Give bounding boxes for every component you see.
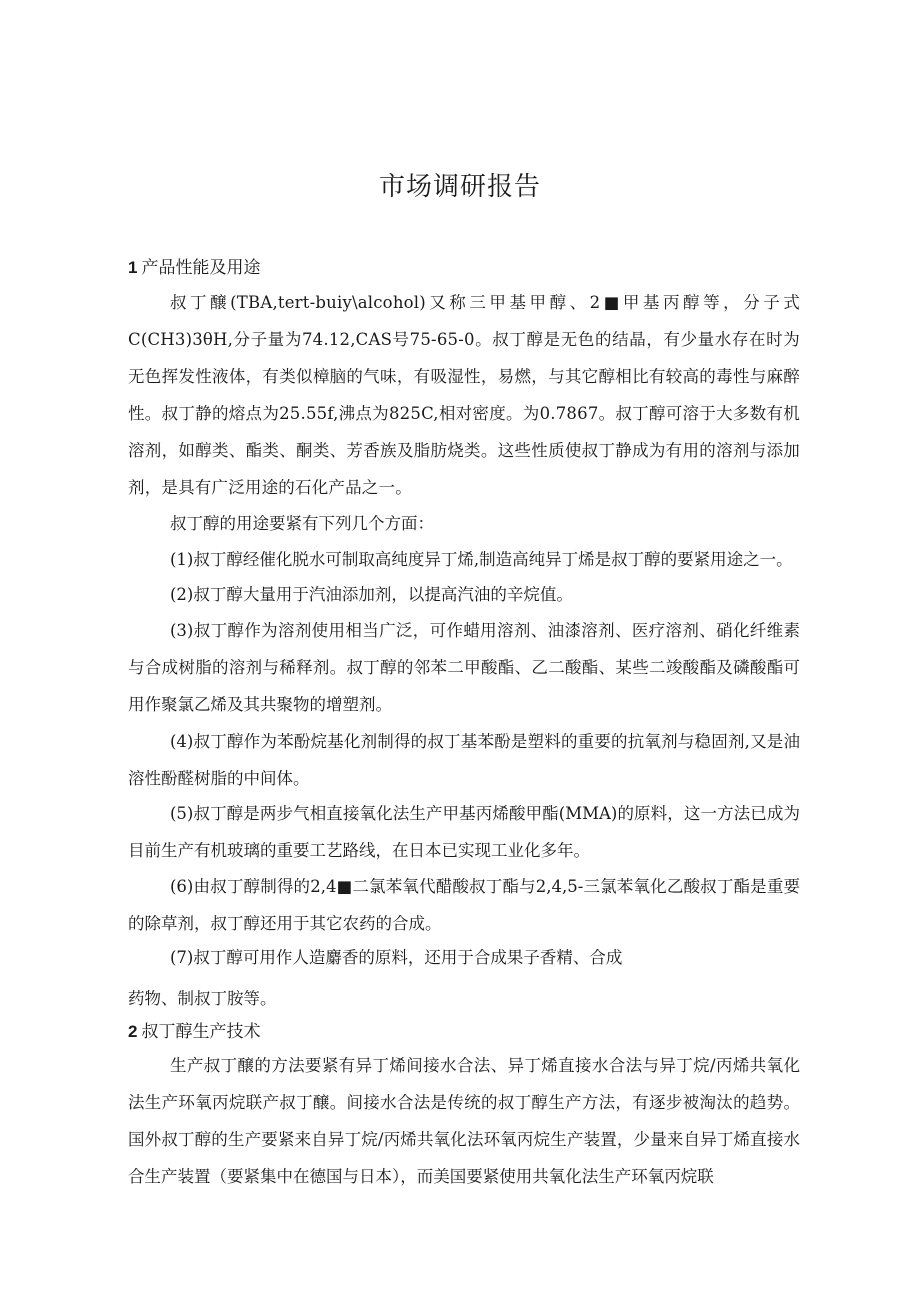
uses-lead-paragraph: 叔丁醇的用途要紧有下列几个方面： [170, 514, 434, 533]
section-1-heading [128, 253, 260, 278]
section-1-number: 1 [128, 258, 138, 277]
page-title: 市场调研报告 [378, 172, 541, 202]
section-2-heading [128, 1017, 260, 1042]
section-2-title: 叔丁醇生产技术 [141, 1022, 261, 1042]
use-item-1: (1)叔丁醇经催化脱水可制取高纯度异丁烯,制造高纯异丁烯是叔丁醇的要紧用途之一。 [170, 550, 793, 569]
production-paragraph: 生产叔丁醸的方法要紧有异丁烯间接水合法、异丁烯直接水合法与异丁烷/丙烯共氧化法生产环氧丙烷联产叔丁醸。间接水合法是传统的叔丁醇生产方法，有逐步被淘汰的趋势。国外叔丁醇的生产要紧来自异丁烷/丙烯共氧化法环氧丙烷生产装置，少量来自异丁烯直接水合生产装置（要紧集中在德国与日本），而美国要紧使用共氧化法生产环氧丙烷联 [128, 1056, 800, 1186]
section-2-number: 2 [128, 1022, 138, 1041]
use-item-6: (6)由叔丁醇制得的2,4■二氯苯氧代醋酸叔丁酯与2,4,5-三氯苯氧化乙酸叔丁酯是重要的除草剂，叔丁醇还用于其它农药的合成。 [128, 877, 800, 933]
section-1-title: 产品性能及用途 [141, 258, 261, 278]
use-item-5: (5)叔丁醇是两步气相直接氧化法生产甲基丙烯酸甲酯(MMA)的原料，这一方法已成为目前生产有机玻璃的重要工艺路线，在日本已实现工业化多年。 [128, 804, 800, 860]
use-item-7: (7)叔丁醇可用作人造麝香的原料，还用于合成果子香精、合成 [170, 948, 623, 967]
use-item-7-continuation: 药物、制叔丁胺等。 [128, 989, 277, 1008]
use-item-3: (3)叔丁醇作为溶剂使用相当广泛，可作蜡用溶剂、油漆溶剂、医疗溶剂、硝化纤维素与合成树脂的溶剂与稀释剂。叔丁醇的邻苯二甲酸酯、乙二酸酯、某些二竣酸酯及磷酸酯可用作聚氯乙烯及其共聚物的增塑剂。 [128, 621, 800, 714]
use-item-2: (2)叔丁醇大量用于汽油添加剂，以提高汽油的辛烷值。 [170, 585, 573, 604]
use-item-4: (4)叔丁醇作为苯酚烷基化剂制得的叔丁基苯酚是塑料的重要的抗氧剂与稳固剂,又是油溶性酚醛树脂的中间体。 [128, 732, 800, 788]
intro-paragraph: 叔丁醸(TBA,tert-buiy\alcohol)又称三甲基甲醇、2■甲基丙醇等，分子式C(CH3)3θH,分子量为74.12,CAS号75-65-0。叔丁醇是无色的结晶，有少量水存在时为无色挥发性液体，有类似樟脑的气味，有吸湿性，易燃，与其它醇相比有较高的毒性与麻醉性。叔丁静的熔点为25.55f,沸点为825C,相对密度。为0.7867。叔丁醇可溶于大多数有机溶剂，如醇类、酯类、酮类、芳香族及脂肪烧类。这些性质使叔丁静成为有用的溶剂与添加剂，是具有广泛用途的石化产品之一。 [128, 293, 800, 497]
